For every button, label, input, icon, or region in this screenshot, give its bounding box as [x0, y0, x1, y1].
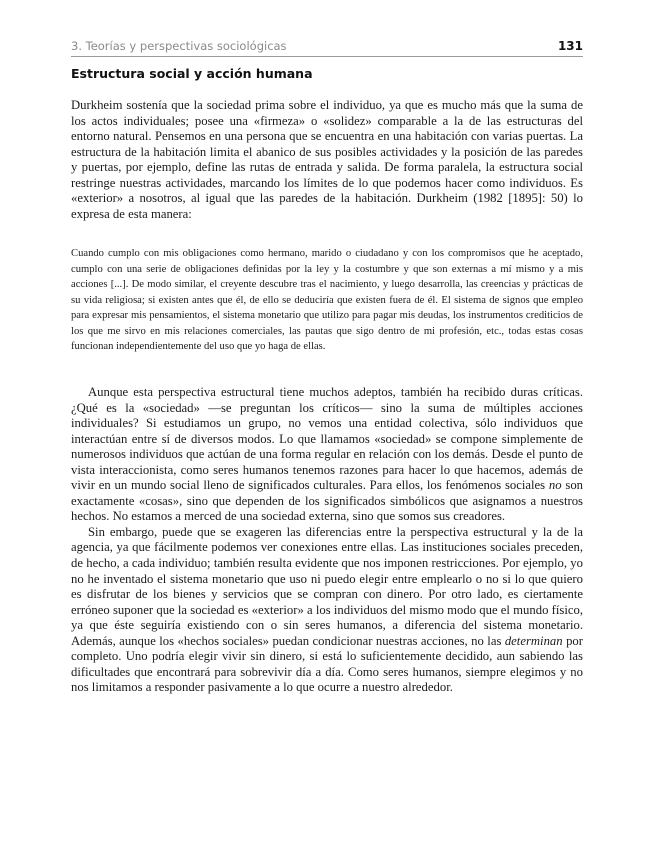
- paragraph-agency-text-1: Sin embargo, puede que se exageren las diferencias entre la perspectiva estructural y la de la agencia, ya que fácilmente podemos ver conexiones entre ellas. Las instituciones sociales preceden, de hecho, a cada individuo; también resulta evidente que nos imponen restricciones. Por ejemplo, yo no he inventado el sistema monetario que uso ni puedo elegir entre emplearlo o no si lo que quiero es disfrutar de los bienes y servicios que se compran con dinero. Por otro lado, es ciertamente erróneo suponer que la sociedad es «exterior» a los individuos del mismo modo que el mundo físico, ya que éste seguiría existiendo con o sin seres humanos, a diferencia del sistema monetario. Además, aunque los «hechos sociales» puedan condicionar nuestras acciones, no las: [71, 524, 583, 648]
- paragraph-critics: [71, 385, 583, 525]
- paragraph-agency-emphasis: determinan: [504, 633, 563, 648]
- chapter-title: 3. Teorías y perspectivas sociológicas: [71, 39, 287, 53]
- quote-text: Cuando cumplo con mis obligaciones como hermano, marido o ciudadano y con los compromisos que he aceptado, cumplo con una serie de obligaciones definidas por la ley y la costumbre y que son externas a mí mismo y a mis acciones [...]. De modo similar, el creyente descubre tras el nacimiento, y luego desarrolla, las creencias y prácticas de su vida religiosa; si existen antes que él, de ello se deduciría que existen fuera de él. El sistema de signos que empleo para expresar mis pensamientos, el sistema monetario que utilizo para pagar mis deudas, los instrumentos crediticios de los que me sirvo en mis relaciones comerciales, las pautas que sigo dentro de mi profesión, etc., todas estas cosas funcionan independientemente del uso que yo haga de ellas.: [71, 248, 583, 352]
- section-heading: Estructura social y acción humana: [71, 66, 313, 81]
- intro-paragraph-block: [71, 98, 583, 222]
- header-rule: [71, 56, 583, 57]
- block-quote: [71, 246, 583, 355]
- running-header: [71, 35, 583, 53]
- main-text-block: [71, 385, 583, 696]
- paragraph-critics-text-2: son exactamente «cosas», sino que dependen de los significados simbólicos que asignamos a nuestros hechos. No estamos a merced de una sociedad externa, sino que somos sus creadores.: [71, 478, 584, 524]
- paragraph-critics-emphasis: no: [548, 478, 562, 493]
- paragraph-durkheim: Durkheim sostenía que la sociedad prima sobre el individuo, ya que es mucho más que la suma de los actos individuales; posee una «firmeza» o «solidez» comparable a la de las estructuras del entorno natural. Pensemos en una persona que se encuentra en una habitación con varias puertas. La estructura de la habitación limita el abanico de sus posibles actividades y la posición de las paredes y puertas, por ejemplo, define las rutas de entrada y salida. De forma paralela, la estructura social restringe nuestras actividades, marcando los límites de lo que podemos hacer como individuos. Es «exterior» a nosotros, al igual que las paredes de la habitación. Durkheim (1982 [1895]: 50) lo expresa de esta manera:: [71, 98, 583, 221]
- page-number: 131: [557, 39, 583, 53]
- paragraph-critics-text-1: Aunque esta perspectiva estructural tiene muchos adeptos, también ha recibido duras críticas. ¿Qué es la «sociedad» —se preguntan los críticos— sino la suma de múltiples acciones individuales? Si estudiamos un grupo, no vemos una entidad colectiva, sólo individuos que interactúan entre sí de diversos modos. Lo que llamamos «sociedad» se compone simplemente de numerosos individuos que actúan de una forma regular en relación con los demás. Desde el punto de vista interaccionista, como seres humanos tenemos razones para hacer lo que hacemos, además de vivir en un mundo social lleno de significados culturales. Para ellos, los fenómenos sociales: [71, 385, 583, 493]
- paragraph-agency-text-2: por completo. Uno podría elegir vivir sin dinero, si está lo suficientemente decidido, aun sabiendo las dificultades que encontrará para sobrevivir día a día. Como seres humanos, siempre elegimos y no nos limitamos a responder pasivamente a lo que ocurre a nuestro alrededor.: [71, 633, 583, 695]
- paragraph-agency: [71, 525, 583, 696]
